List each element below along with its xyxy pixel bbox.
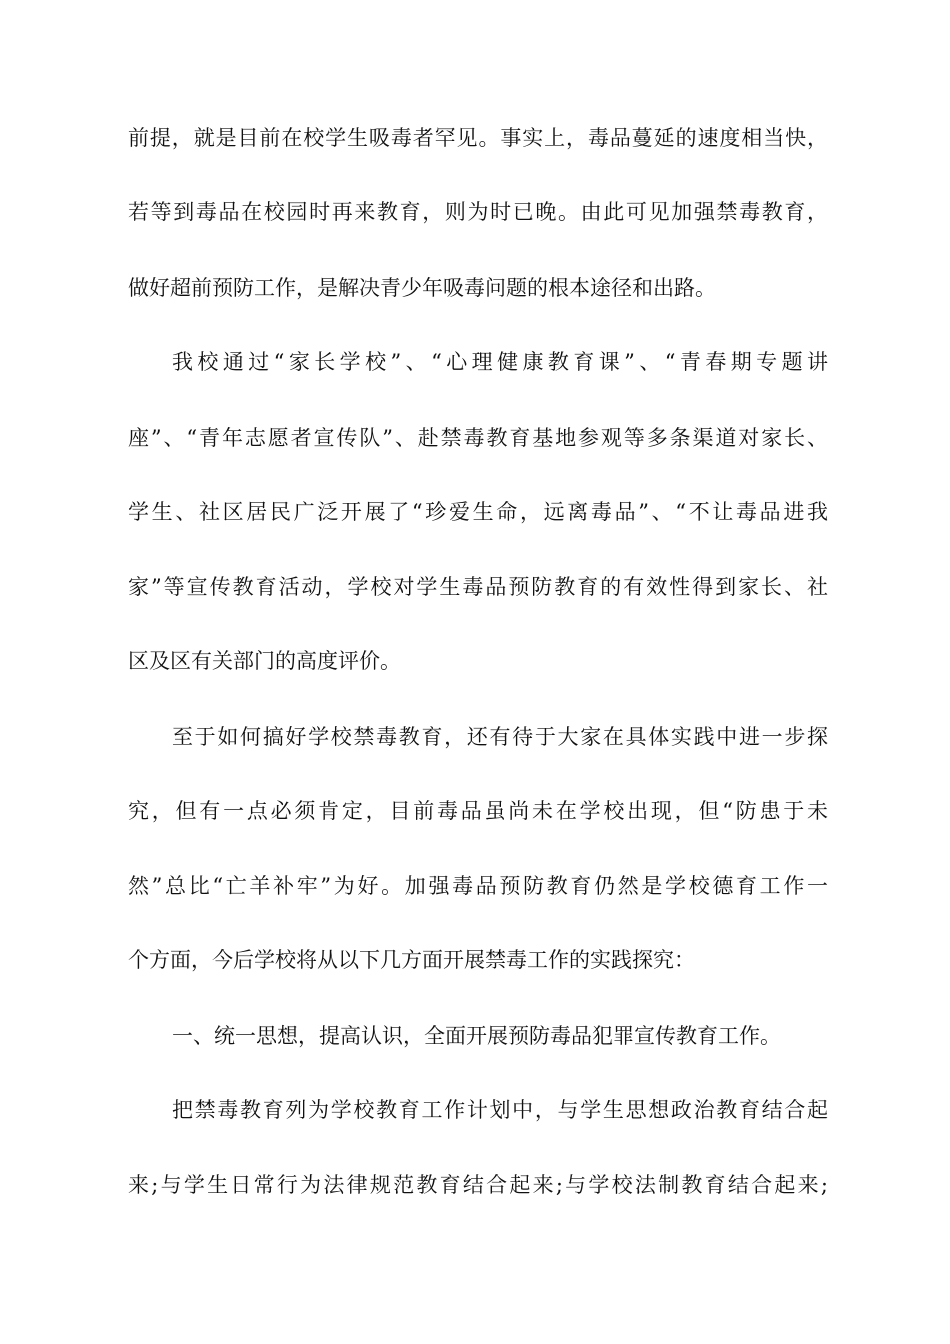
text-line: 把禁毒教育列为学校教育工作计划中，与学生思想政治教育结合起 bbox=[172, 1098, 828, 1122]
text-line: 座”、“青年志愿者宣传队”、赴禁毒教育基地参观等多条渠道对家长、 bbox=[128, 426, 828, 450]
text-line: 家”等宣传教育活动，学校对学生毒品预防教育的有效性得到家长、社 bbox=[128, 575, 828, 599]
text-line: 做好超前预防工作，是解决青少年吸毒问题的根本途径和出路。 bbox=[128, 276, 716, 300]
text-line: 一、统一思想，提高认识，全面开展预防毒品犯罪宣传教育工作。 bbox=[172, 1024, 781, 1048]
text-line: 然”总比“亡羊补牢”为好。加强毒品预防教育仍然是学校德育工作一 bbox=[128, 874, 828, 898]
text-line: 个方面，今后学校将从以下几方面开展禁毒工作的实践探究： bbox=[128, 948, 695, 972]
text-line: 究，但有一点必须肯定，目前毒品虽尚未在学校出现，但“防患于未 bbox=[128, 799, 828, 823]
text-line: 来;与学生日常行为法律规范教育结合起来;与学校法制教育结合起来; bbox=[128, 1173, 828, 1197]
text-line: 若等到毒品在校园时再来教育，则为时已晚。由此可见加强禁毒教育， bbox=[128, 200, 828, 224]
text-line: 区及区有关部门的高度评价。 bbox=[128, 649, 401, 673]
text-line: 我校通过“家长学校”、“心理健康教育课”、“青春期专题讲 bbox=[172, 350, 828, 374]
text-line: 前提，就是目前在校学生吸毒者罕见。事实上，毒品蔓延的速度相当快， bbox=[128, 126, 828, 150]
text-line: 至于如何搞好学校禁毒教育，还有待于大家在具体实践中进一步探 bbox=[172, 725, 828, 749]
text-line: 学生、社区居民广泛开展了“珍爱生命，远离毒品”、“不让毒品进我 bbox=[128, 500, 828, 524]
